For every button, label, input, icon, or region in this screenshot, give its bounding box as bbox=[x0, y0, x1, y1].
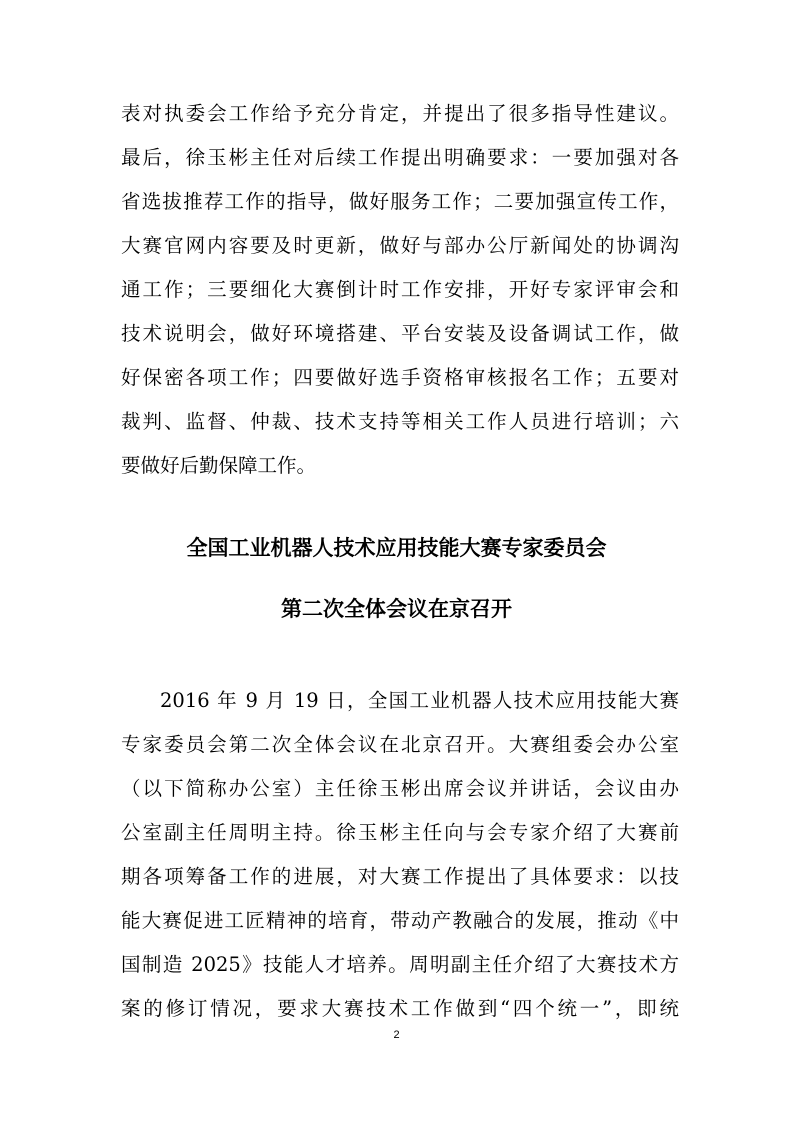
text-line: 表对执委会工作给予充分肯定，并提出了很多指导性建议。 bbox=[121, 102, 679, 125]
text-line: 案的修订情况，要求大赛技术工作做到“四个统一”，即统 bbox=[121, 997, 679, 1020]
text-line: 大赛官网内容要及时更新，做好与部办公厅新闻处的协调沟 bbox=[121, 234, 679, 257]
text-line: 专家委员会第二次全体会议在北京召开。大赛组委会办公室 bbox=[121, 733, 679, 756]
text-line: 技术说明会，做好环境搭建、平台安装及设备调试工作，做 bbox=[121, 322, 679, 345]
section-heading-line-1: 全国工业机器人技术应用技能大赛专家委员会 bbox=[186, 536, 607, 560]
text-line: 能大赛促进工匠精神的培育，带动产教融合的发展，推动《中 bbox=[121, 909, 679, 932]
text-line: 通工作；三要细化大赛倒计时工作安排，开好专家评审会和 bbox=[121, 278, 679, 301]
text-line: 最后，徐玉彬主任对后续工作提出明确要求：一要加强对各 bbox=[121, 146, 679, 169]
text-line: 2016 年 9 月 19 日，全国工业机器人技术应用技能大赛 bbox=[160, 689, 679, 712]
text-line: 省选拔推荐工作的指导，做好服务工作；二要加强宣传工作， bbox=[121, 190, 679, 213]
text-line: 裁判、监督、仲裁、技术支持等相关工作人员进行培训；六 bbox=[121, 410, 679, 433]
text-line: 公室副主任周明主持。徐玉彬主任向与会专家介绍了大赛前 bbox=[121, 821, 679, 844]
text-line: 好保密各项工作；四要做好选手资格审核报名工作；五要对 bbox=[121, 366, 679, 389]
page-number: 2 bbox=[393, 1029, 400, 1041]
text-line: 国制造 2025》技能人才培养。周明副主任介绍了大赛技术方 bbox=[121, 953, 679, 976]
text-line: （以下简称办公室）主任徐玉彬出席会议并讲话，会议由办 bbox=[121, 777, 679, 800]
section-heading-line-2: 第二次全体会议在京召开 bbox=[281, 597, 512, 621]
text-line: 要做好后勤保障工作。 bbox=[121, 454, 317, 477]
text-line: 期各项筹备工作的进展，对大赛工作提出了具体要求：以技 bbox=[121, 865, 679, 888]
